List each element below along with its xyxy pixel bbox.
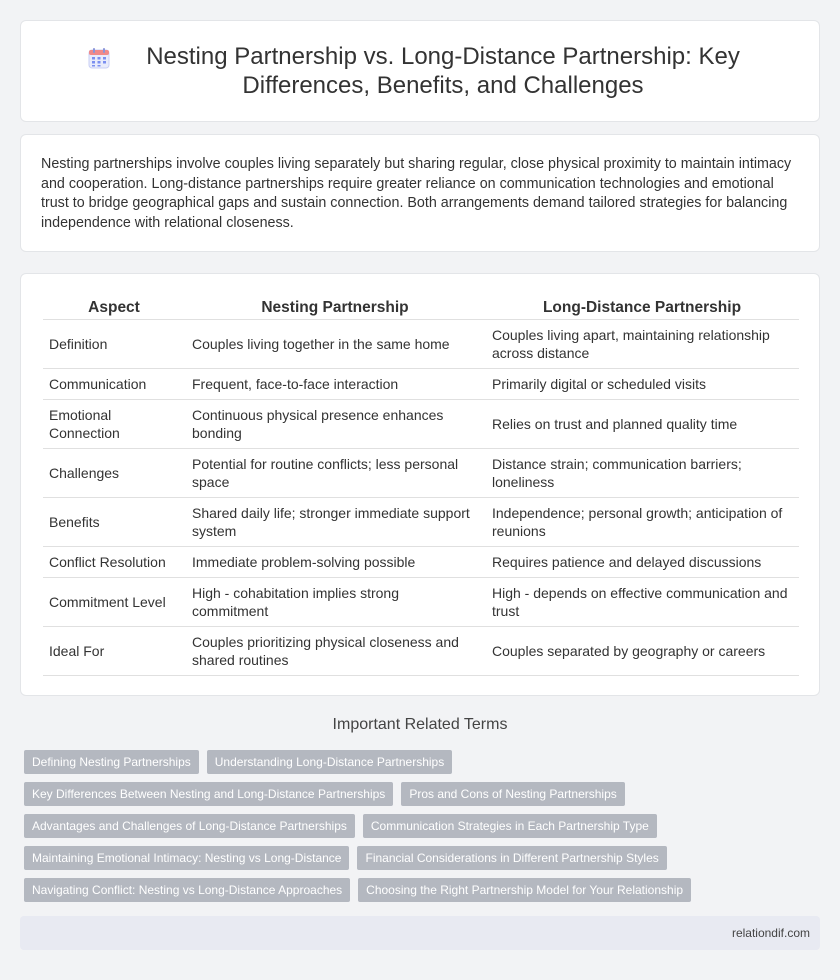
row-aspect: Communication xyxy=(43,369,185,400)
table-row xyxy=(43,547,799,578)
row-long-distance: Couples living apart, maintaining relationship across distance xyxy=(485,320,799,369)
header-nesting: Nesting Partnership xyxy=(185,296,485,320)
table-header-row xyxy=(43,296,799,320)
tag-row xyxy=(24,814,744,838)
row-long-distance: Relies on trust and planned quality time xyxy=(485,400,799,449)
related-term-tag[interactable]: Financial Considerations in Different Partnership Styles xyxy=(357,846,666,870)
related-term-tag[interactable]: Communication Strategies in Each Partnership Type xyxy=(363,814,657,838)
table-row xyxy=(43,400,799,449)
related-term-tag[interactable]: Advantages and Challenges of Long-Distance Partnerships xyxy=(24,814,355,838)
header-card xyxy=(20,20,820,122)
table-row xyxy=(43,498,799,547)
tag-row xyxy=(24,750,744,774)
row-nesting: High - cohabitation implies strong commitment xyxy=(185,578,485,627)
page-title: Nesting Partnership vs. Long-Distance Partnership: Key Differences, Benefits, and Challenges xyxy=(146,43,740,99)
row-aspect: Definition xyxy=(43,320,185,369)
row-nesting: Shared daily life; stronger immediate support system xyxy=(185,498,485,547)
related-term-tag[interactable]: Defining Nesting Partnerships xyxy=(24,750,199,774)
comparison-table xyxy=(43,296,799,676)
row-long-distance: Primarily digital or scheduled visits xyxy=(485,369,799,400)
calendar-icon xyxy=(87,46,111,70)
row-aspect: Ideal For xyxy=(43,627,185,676)
header-long-distance: Long-Distance Partnership xyxy=(485,296,799,320)
table-row xyxy=(43,369,799,400)
related-term-tag[interactable]: Understanding Long-Distance Partnerships xyxy=(207,750,452,774)
row-nesting: Couples prioritizing physical closeness and shared routines xyxy=(185,627,485,676)
row-long-distance: Independence; personal growth; anticipation of reunions xyxy=(485,498,799,547)
table-row xyxy=(43,578,799,627)
related-term-tag[interactable]: Pros and Cons of Nesting Partnerships xyxy=(401,782,624,806)
row-nesting: Couples living together in the same home xyxy=(185,320,485,369)
row-long-distance: Requires patience and delayed discussions xyxy=(485,547,799,578)
tag-row xyxy=(24,846,744,870)
tag-row xyxy=(24,878,744,902)
table-row xyxy=(43,449,799,498)
related-term-tag[interactable]: Choosing the Right Partnership Model for Your Relationship xyxy=(358,878,691,902)
related-term-tag[interactable]: Maintaining Emotional Intimacy: Nesting vs Long-Distance xyxy=(24,846,349,870)
row-long-distance: Distance strain; communication barriers; loneliness xyxy=(485,449,799,498)
footer-bar xyxy=(20,916,820,950)
row-aspect: Emotional Connection xyxy=(43,400,185,449)
row-aspect: Challenges xyxy=(43,449,185,498)
row-long-distance: High - depends on effective communication and trust xyxy=(485,578,799,627)
intro-card xyxy=(20,134,820,252)
row-nesting: Frequent, face-to-face interaction xyxy=(185,369,485,400)
row-nesting: Potential for routine conflicts; less personal space xyxy=(185,449,485,498)
row-aspect: Benefits xyxy=(43,498,185,547)
related-terms-title: Important Related Terms xyxy=(332,716,508,733)
tag-row xyxy=(24,782,744,806)
table-row xyxy=(43,627,799,676)
row-long-distance: Couples separated by geography or careers xyxy=(485,627,799,676)
related-term-tag[interactable]: Key Differences Between Nesting and Long-Distance Partnerships xyxy=(24,782,393,806)
comparison-card xyxy=(20,273,820,696)
site-name[interactable]: relationdif.com xyxy=(731,926,810,940)
row-nesting: Immediate problem-solving possible xyxy=(185,547,485,578)
intro-text: Nesting partnerships involve couples living separately but sharing regular, close physical proximity to maintain intimacy and cooperation. Long-distance partnerships require greater reliance on communication technologies and emotional trust to bridge geographical gaps and sustain connection. Both arrangements demand tailored strategies for balancing independence with relational closeness. xyxy=(41,156,792,231)
row-aspect: Conflict Resolution xyxy=(43,547,185,578)
table-row xyxy=(43,320,799,369)
row-nesting: Continuous physical presence enhances bonding xyxy=(185,400,485,449)
header-aspect: Aspect xyxy=(43,296,185,320)
related-term-tag[interactable]: Navigating Conflict: Nesting vs Long-Distance Approaches xyxy=(24,878,350,902)
row-aspect: Commitment Level xyxy=(43,578,185,627)
related-terms-list xyxy=(24,750,744,910)
